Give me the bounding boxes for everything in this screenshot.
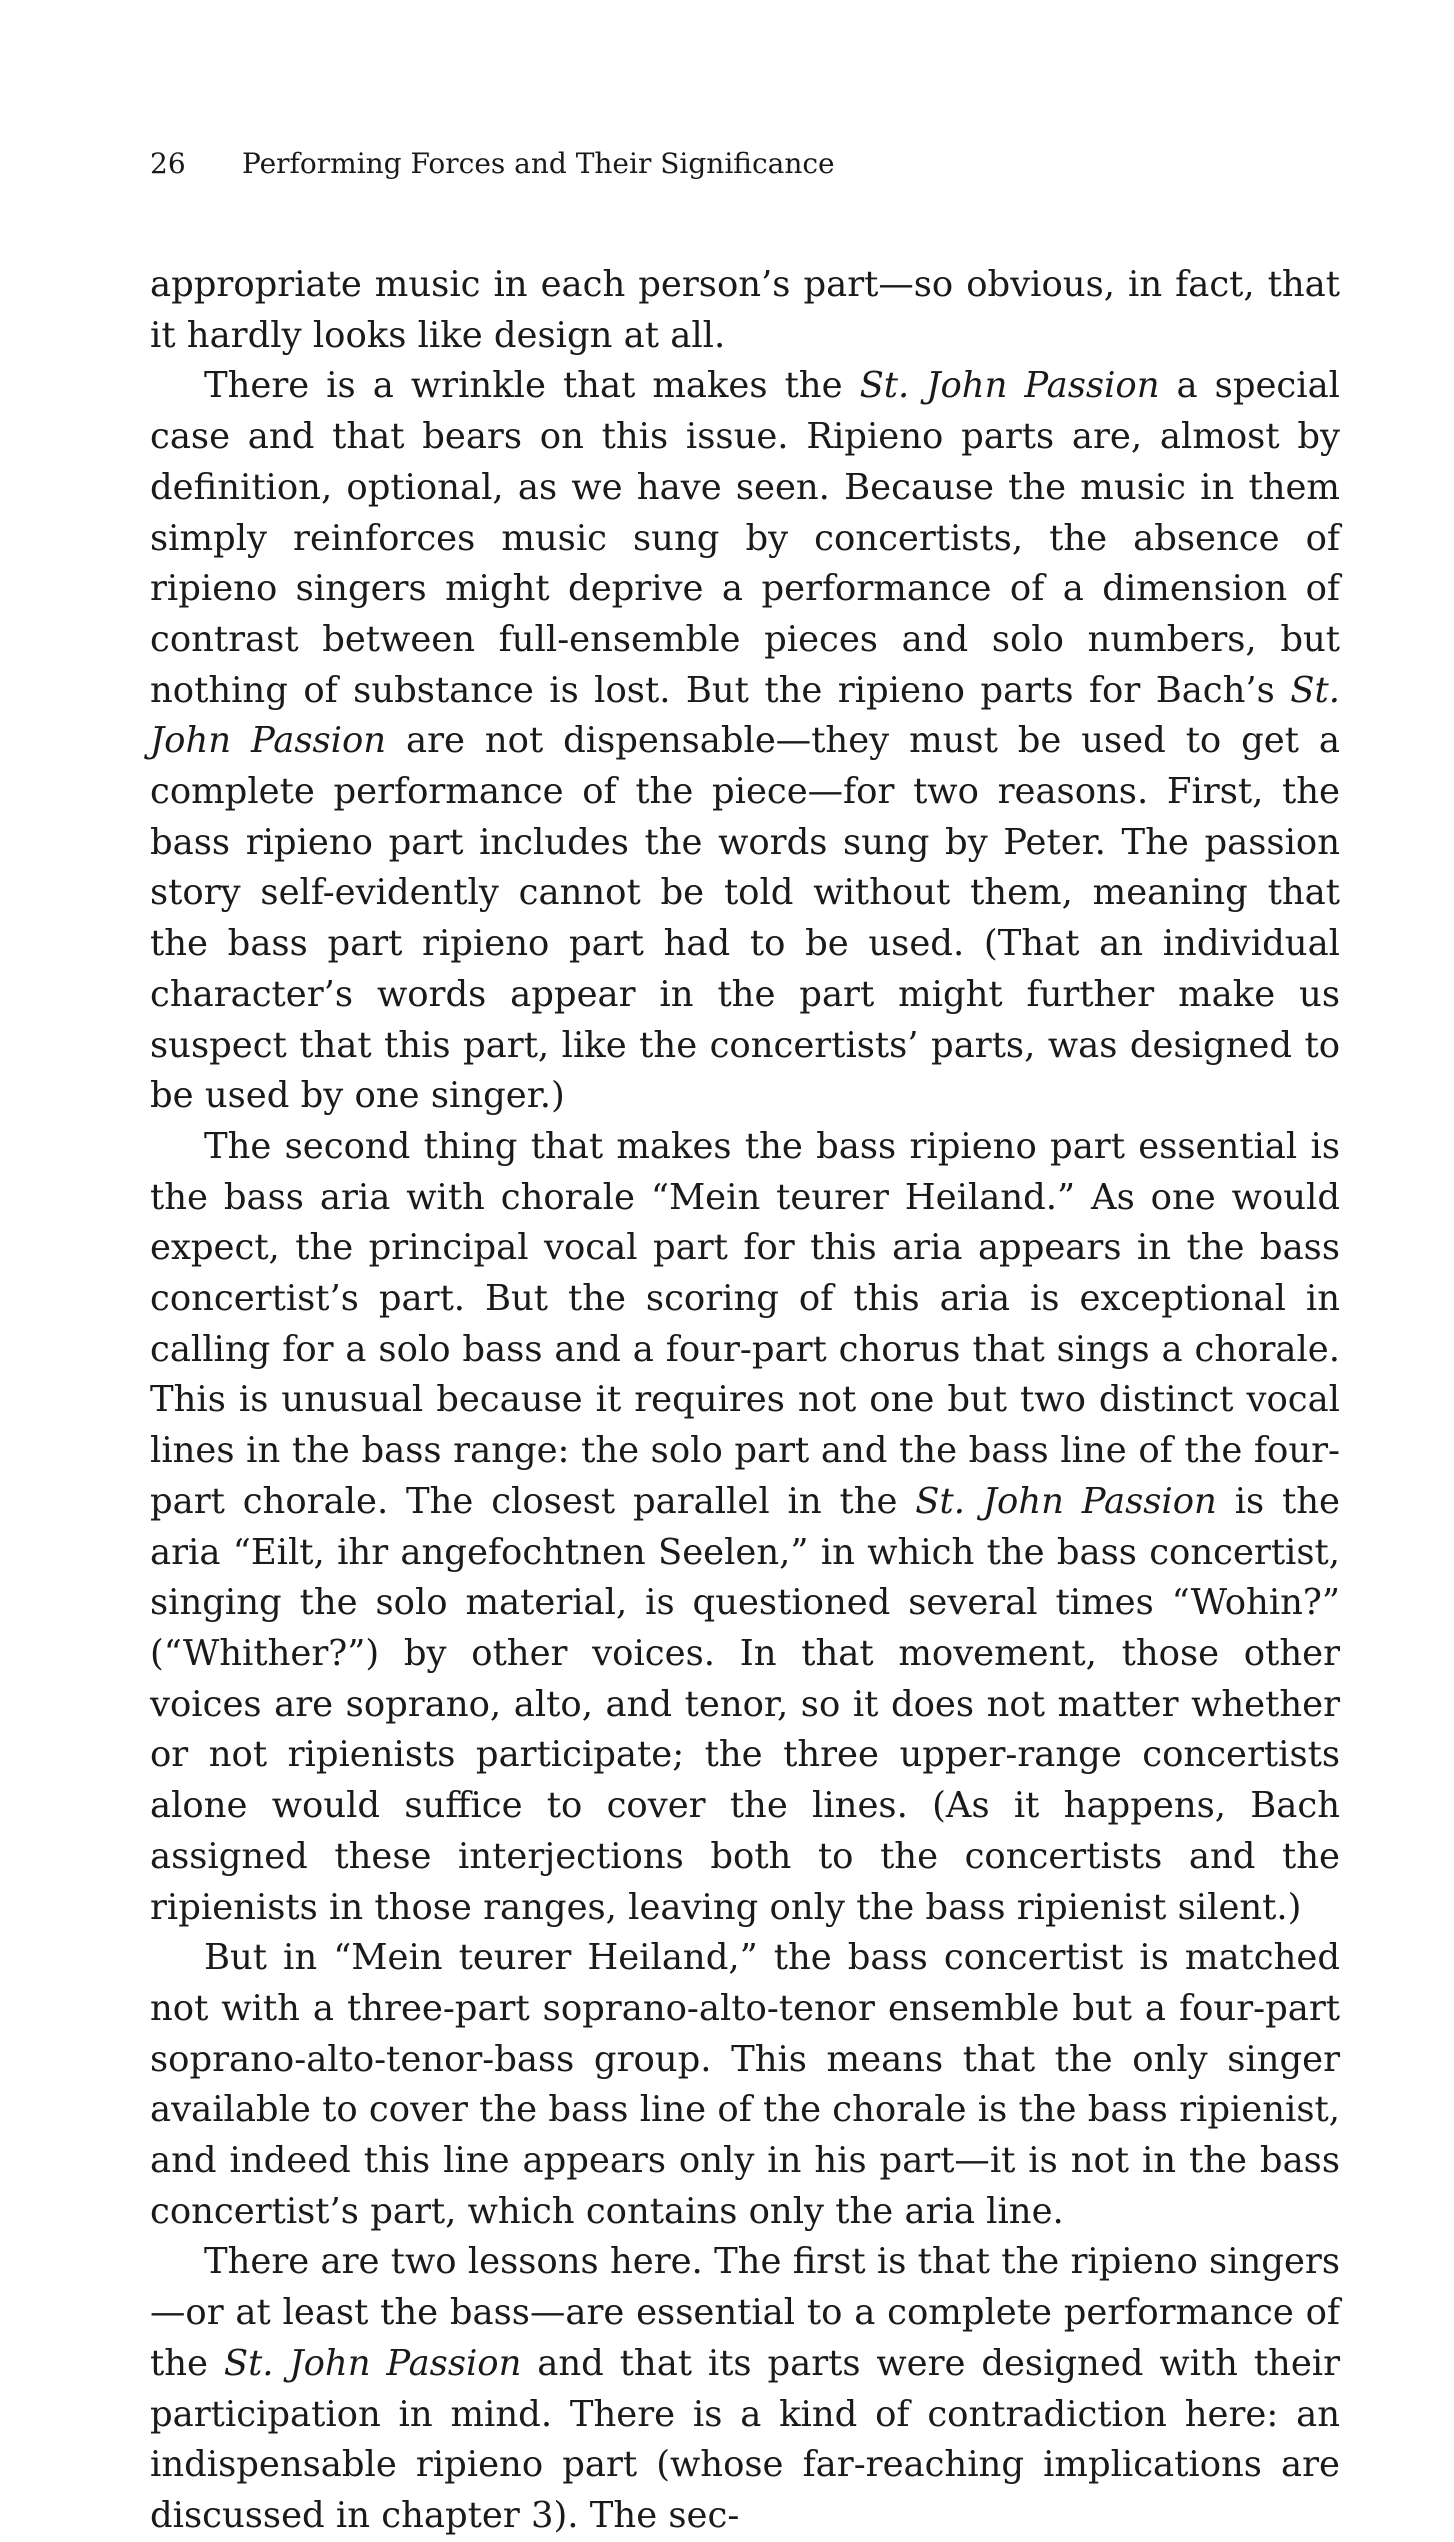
italic-title: St. John Passion bbox=[859, 365, 1160, 407]
paragraph bbox=[150, 2237, 1340, 2541]
italic-title: St. John Passion bbox=[223, 2342, 522, 2384]
paragraph bbox=[150, 1122, 1340, 1933]
italic-title: St. John Passion bbox=[150, 669, 1340, 762]
text-run: There is a wrinkle that makes the bbox=[204, 365, 860, 407]
text-run: and that its parts were designed with their participation in mind. There is a kind of contradiction here: an indispensable ripieno part (whose far-reaching implications are discussed in chapter 3). The sec- bbox=[150, 2342, 1340, 2536]
text-run: appropriate music in each person’s part—so obvious, in fact, that it hardly looks like design at all. bbox=[150, 264, 1340, 356]
text-run: are not dispensable—they must be used to get a complete performance of the piece—for two reasons. First, the bass ripieno part includes the words sung by Peter. The passion story self-evidently cannot be told without them, meaning that the bass part ripieno part had to be used. (That an individual character’s words appear in the part might further make us suspect that this part, like the concertists’ parts, was designed to be used by one singer.) bbox=[150, 720, 1340, 1117]
paragraph bbox=[150, 1933, 1340, 2237]
paragraph bbox=[150, 361, 1340, 1122]
italic-title: St. John Passion bbox=[915, 1480, 1217, 1522]
text-run: is the aria “Eilt, ihr angefochtnen Seelen,” in which the bass concertist, singing the solo material, is questioned several times “Wohin?” (“Whither?”) by other voices. In that movement, those other voices are soprano, alto, and tenor, so it does not matter whether or not ripienists participate; the three upper-range concertists alone would suffice to cover the lines. (As it happens, Bach assigned these interjections both to the concertists and the ripienists in those ranges, leaving only the bass ripienist silent.) bbox=[150, 1480, 1340, 1928]
paragraph bbox=[150, 260, 1340, 361]
text-run: a special case and that bears on this issue. Ripieno parts are, almost by definition, optional, as we have seen. Because the music in them simply reinforces music sung by concertists, the absence of ripieno singers might deprive a performance of a dimension of contrast between full-ensemble pieces and solo numbers, but nothing of substance is lost. But the ripieno parts for Bach’s bbox=[150, 365, 1340, 711]
book-page bbox=[150, 140, 1340, 2542]
running-head bbox=[150, 140, 1340, 188]
text-run: There are two lessons here. The first is that the ripieno singers—or at least the bass—are essential to a complete performance of the bbox=[150, 2241, 1340, 2384]
body-text bbox=[150, 260, 1340, 2542]
text-run: The second thing that makes the bass ripieno part essential is the bass aria with chorale “Mein teurer Heiland.” As one would expect, the principal vocal part for this aria appears in the bass concertist’s part. But the scoring of this aria is exceptional in calling for a solo bass and a four-part chorus that sings a chorale. This is unusual because it requires not one but two distinct vocal lines in the bass range: the solo part and the bass line of the four-part chorale. The closest parallel in the bbox=[150, 1125, 1340, 1522]
text-run: But in “Mein teurer Heiland,” the bass concertist is matched not with a three-part soprano-alto-tenor ensemble but a four-part soprano-alto-tenor-bass group. This means that the only singer available to cover the bass line of the chorale is the bass ripienist, and indeed this line appears only in his part—it is not in the bass concertist’s part, which contains only the aria line. bbox=[150, 1937, 1340, 2232]
running-head-title: Performing Forces and Their Significance bbox=[242, 147, 835, 180]
page-number: 26 bbox=[150, 147, 186, 180]
